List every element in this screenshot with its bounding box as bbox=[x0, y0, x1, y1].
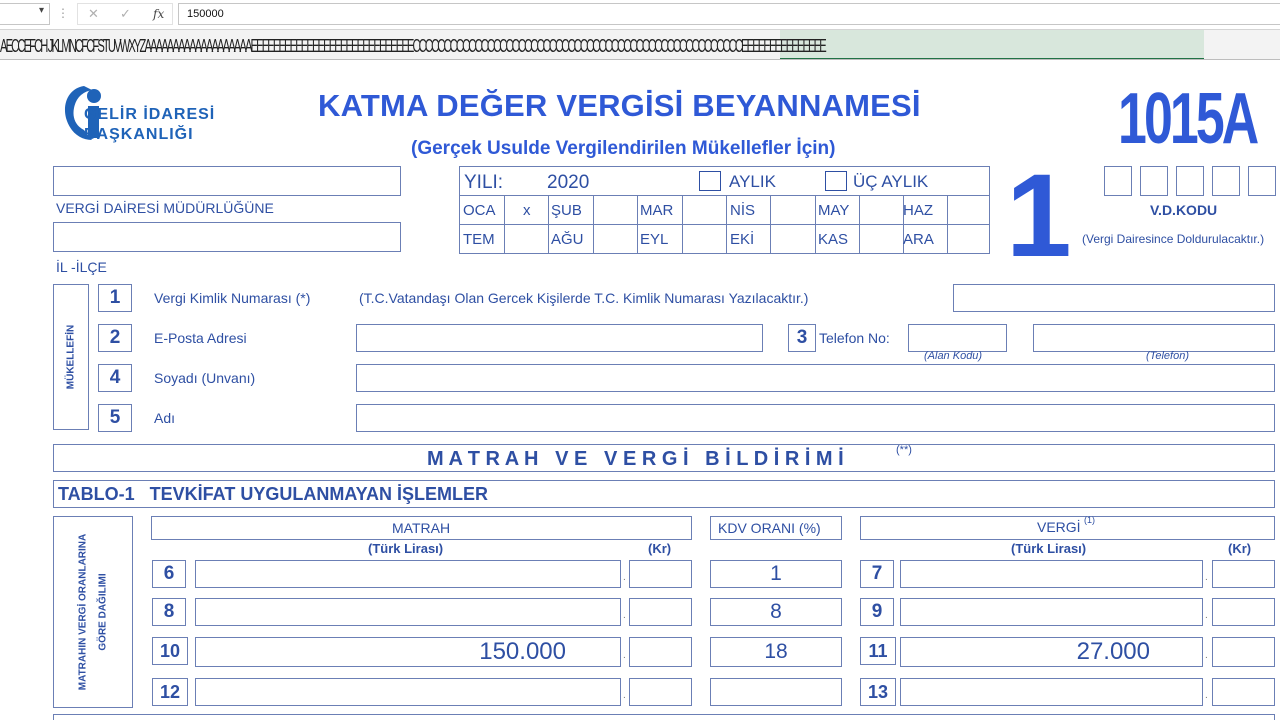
month-oca: OCA bbox=[463, 202, 496, 219]
matrah-value: 150.000 bbox=[479, 638, 566, 665]
decimal-dot: . bbox=[623, 690, 626, 701]
row-number-13: 13 bbox=[860, 678, 896, 706]
month-eyl: EYL bbox=[640, 231, 669, 248]
tax-id-input[interactable] bbox=[953, 284, 1275, 312]
email-label: E-Posta Adresi bbox=[154, 330, 247, 346]
rate-value: 8 bbox=[770, 600, 782, 623]
vd-code-note: (Vergi Dairesince Doldurulacaktır.) bbox=[1082, 232, 1265, 246]
period-col-divider bbox=[859, 196, 860, 254]
formula-bar-grip-icon: ⋮ bbox=[57, 6, 69, 20]
vergi-kr-input-row3[interactable] bbox=[1212, 637, 1275, 667]
vd-code-cell[interactable] bbox=[1140, 166, 1168, 196]
vergi-header-sup: (1) bbox=[1084, 515, 1095, 525]
form-title: KATMA DEĞER VERGİSİ BEYANNAMESİ bbox=[318, 88, 921, 123]
month-ara: ARA bbox=[903, 231, 934, 248]
decimal-dot: . bbox=[1205, 572, 1208, 583]
month-haz: HAZ bbox=[903, 202, 933, 219]
month-kas: KAS bbox=[818, 231, 849, 248]
vergi-input-row2[interactable] bbox=[900, 598, 1203, 626]
matrah-kr-label: (Kr) bbox=[648, 541, 672, 556]
monthly-label: AYLIK bbox=[729, 172, 776, 191]
vergi-input-row1[interactable] bbox=[900, 560, 1203, 588]
table-side-label-1: MATRAHIN VERGİ ORANLARINA bbox=[77, 533, 89, 691]
period-col-divider bbox=[770, 196, 771, 254]
matrah-input-row3[interactable] bbox=[195, 637, 621, 667]
email-input[interactable] bbox=[356, 324, 763, 352]
vergi-kr-input-row1[interactable] bbox=[1212, 560, 1275, 588]
decimal-dot: . bbox=[623, 610, 626, 621]
column-header-letters[interactable]: AECCEFCH JKLMNCFCFSTUVWXYZAAAAAAAAAAAAAAAAAAAEEEEEEEEEEEEEEEEEEEEEEEEEEEEECCCCCCCCCCCCCCCCCCCCCCCCCCCCCCCCCCCCCCCCCCCCCCCCCCCCCEEEEEEEEEEEEEEE bbox=[0, 36, 825, 56]
vergi-input-row3[interactable] bbox=[900, 637, 1203, 667]
matrah-input-row1[interactable] bbox=[195, 560, 621, 588]
month-agu: AĞU bbox=[551, 231, 584, 248]
matrah-kr-input-row3[interactable] bbox=[629, 637, 692, 667]
matrah-header: MATRAH bbox=[392, 520, 451, 536]
year-label: YILI: bbox=[464, 172, 504, 193]
decimal-dot: . bbox=[1205, 650, 1208, 661]
period-col-divider bbox=[726, 196, 727, 254]
next-section-box bbox=[53, 714, 1275, 720]
rate-value: 18 bbox=[764, 640, 788, 663]
row-number-8: 8 bbox=[152, 598, 186, 626]
period-row-divider bbox=[460, 224, 989, 225]
area-code-caption: (Alan Kodu) bbox=[924, 350, 983, 362]
vergi-tl-label: (Türk Lirası) bbox=[1011, 541, 1087, 556]
field-number-2: 2 bbox=[98, 324, 132, 352]
rate-input-row1[interactable] bbox=[710, 560, 842, 588]
month-may: MAY bbox=[818, 202, 850, 219]
enter-icon[interactable]: ✓ bbox=[120, 6, 131, 21]
phone-label: Telefon No: bbox=[819, 330, 890, 346]
vd-code-cell[interactable] bbox=[1212, 166, 1240, 196]
decimal-dot: . bbox=[1205, 690, 1208, 701]
row-number-9: 9 bbox=[860, 598, 894, 626]
field-number-5: 5 bbox=[98, 404, 132, 432]
table-side-label-2: GÖRE DAĞILIMI bbox=[97, 573, 109, 651]
tax-id-note: (T.C.Vatandaşı Olan Gercek Kişilerde T.C. Kimlik Numarası Yazılacaktır.) bbox=[359, 290, 809, 306]
row-number-10: 10 bbox=[152, 637, 188, 665]
table-side-box bbox=[53, 516, 133, 708]
period-col-divider bbox=[947, 196, 948, 254]
matrah-input-row2[interactable] bbox=[195, 598, 621, 626]
name-box[interactable] bbox=[0, 3, 50, 25]
insert-function-icon[interactable]: fx bbox=[153, 7, 165, 21]
vergi-kr-input-row4[interactable] bbox=[1212, 678, 1275, 706]
month-mar: MAR bbox=[640, 202, 674, 219]
table-title: TABLO-1 TEVKİFAT UYGULANMAYAN İŞLEMLER bbox=[58, 484, 489, 504]
period-col-divider bbox=[504, 196, 505, 254]
period-col-divider bbox=[815, 196, 816, 254]
month-sub: ŞUB bbox=[551, 202, 582, 219]
row-number-12: 12 bbox=[152, 678, 188, 706]
matrah-kr-input-row4[interactable] bbox=[629, 678, 692, 706]
taxpayer-side-label: MÜKELLEFİN bbox=[65, 324, 77, 390]
matrah-kr-input-row1[interactable] bbox=[629, 560, 692, 588]
kdv-header: KDV ORANI (%) bbox=[718, 520, 821, 536]
formula-bar bbox=[0, 0, 1280, 30]
period-col-divider bbox=[637, 196, 638, 254]
decimal-dot: . bbox=[623, 650, 626, 661]
form-code: 1015A bbox=[1118, 79, 1257, 159]
logo-text-line2: BAŞKANLIĞI bbox=[84, 126, 194, 143]
cancel-icon[interactable]: ✕ bbox=[88, 6, 99, 21]
tax-office-input[interactable] bbox=[53, 166, 401, 196]
matrah-input-row4[interactable] bbox=[195, 678, 621, 706]
logo-text-line1: GELİR İDARESİ bbox=[84, 106, 216, 123]
period-col-divider bbox=[593, 196, 594, 254]
period-col-divider bbox=[548, 196, 549, 254]
rate-value: 1 bbox=[770, 562, 782, 585]
decimal-dot: . bbox=[1205, 610, 1208, 621]
formula-input[interactable]: 150000 bbox=[178, 3, 1280, 25]
vergi-header: VERGİ bbox=[1037, 519, 1081, 535]
period-col-divider bbox=[682, 196, 683, 254]
month-oca-mark[interactable]: x bbox=[523, 202, 531, 219]
rate-input-row2[interactable] bbox=[710, 598, 842, 626]
name-input[interactable] bbox=[356, 404, 1275, 432]
vergi-input-row4[interactable] bbox=[900, 678, 1203, 706]
tax-office-label: VERGİ DAİRESİ MÜDÜRLÜĞÜNE bbox=[56, 200, 274, 216]
field-number-3: 3 bbox=[788, 324, 816, 352]
quarterly-checkbox[interactable] bbox=[825, 171, 847, 191]
month-tem: TEM bbox=[463, 231, 495, 248]
month-eki: EKİ bbox=[730, 231, 755, 248]
quarterly-label: ÜÇ AYLIK bbox=[853, 172, 929, 191]
name-label: Adı bbox=[154, 410, 176, 426]
rate-input-row4[interactable] bbox=[710, 678, 842, 706]
form-subtitle: (Gerçek Usulde Vergilendirilen Mükellefler İçin) bbox=[411, 138, 836, 159]
section-title-sup: (**) bbox=[896, 444, 912, 456]
surname-input[interactable] bbox=[356, 364, 1275, 392]
phone-input[interactable] bbox=[1033, 324, 1275, 352]
vd-code-cell[interactable] bbox=[1248, 166, 1276, 196]
column-headers[interactable] bbox=[0, 30, 1280, 60]
year-value[interactable]: 2020 bbox=[547, 172, 590, 193]
tax-id-label: Vergi Kimlik Numarası (*) bbox=[154, 290, 311, 306]
vd-code-label: V.D.KODU bbox=[1150, 202, 1218, 218]
rate-input-row3[interactable] bbox=[710, 637, 842, 667]
row-number-11: 11 bbox=[860, 637, 896, 665]
vd-code-cell[interactable] bbox=[1104, 166, 1132, 196]
period-row-divider bbox=[460, 195, 989, 196]
vd-code-cell[interactable] bbox=[1176, 166, 1204, 196]
matrah-tl-label: (Türk Lirası) bbox=[368, 541, 444, 556]
matrah-kr-input-row2[interactable] bbox=[629, 598, 692, 626]
form-number: 1 bbox=[1006, 150, 1072, 282]
month-nis: NİS bbox=[730, 202, 756, 219]
decimal-dot: . bbox=[623, 572, 626, 583]
field-number-4: 4 bbox=[98, 364, 132, 392]
area-code-input[interactable] bbox=[908, 324, 1007, 352]
row-number-7: 7 bbox=[860, 560, 894, 588]
formula-bar-buttons bbox=[77, 3, 173, 25]
section-title: M A T R A H V E V E R G İ B İ L D İ R İ M İ bbox=[427, 448, 844, 470]
row-number-6: 6 bbox=[152, 560, 186, 588]
field-number-1: 1 bbox=[98, 284, 132, 312]
vergi-value: 27.000 bbox=[1076, 638, 1150, 665]
il-ilce-label: İL -İLÇE bbox=[56, 259, 107, 275]
phone-caption: (Telefon) bbox=[1146, 350, 1190, 362]
monthly-checkbox[interactable] bbox=[699, 171, 721, 191]
vergi-kr-label: (Kr) bbox=[1228, 541, 1252, 556]
vergi-kr-input-row2[interactable] bbox=[1212, 598, 1275, 626]
name-box-dropdown-icon[interactable]: ▾ bbox=[38, 5, 44, 16]
surname-label: Soyadı (Unvanı) bbox=[154, 370, 256, 386]
tax-office-input-2[interactable] bbox=[53, 222, 401, 252]
